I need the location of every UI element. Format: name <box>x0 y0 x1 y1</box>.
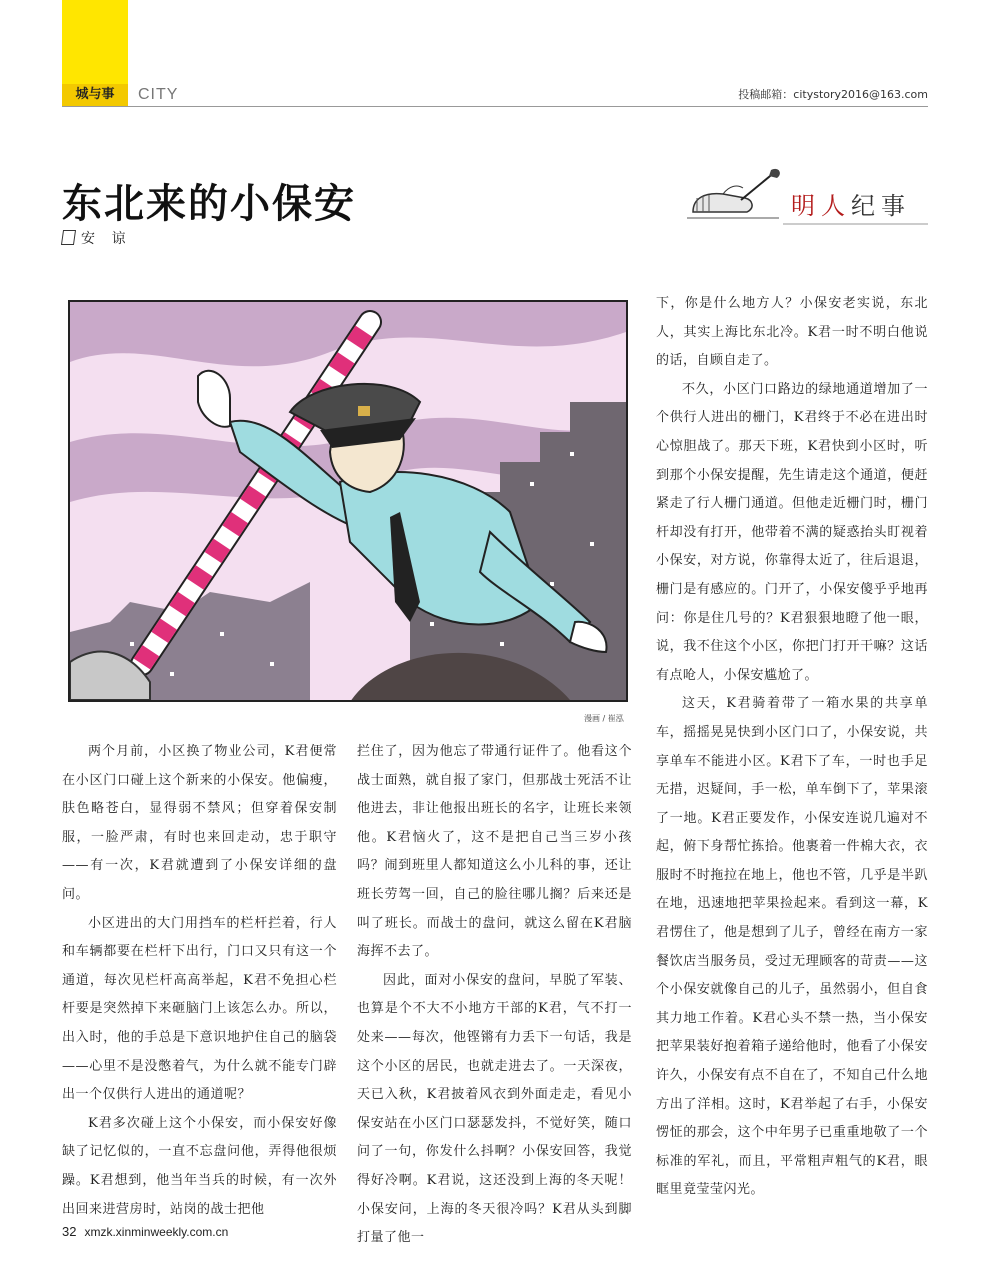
body-column-3 <box>656 290 928 1205</box>
page-header <box>62 84 928 106</box>
website-url: xmzk.xinminweekly.com.cn <box>84 1225 229 1239</box>
section-label: 城与事 <box>62 84 128 106</box>
guard-with-barrier-illustration <box>70 302 626 700</box>
body-column-2 <box>357 738 632 1253</box>
submission-email: 投稿邮箱：citystory2016@163.com <box>738 88 928 101</box>
article-illustration <box>68 300 628 702</box>
body-column-1 <box>62 738 337 1224</box>
article-title: 东北来的小保安 <box>62 180 356 227</box>
column-name-suffix: 纪事 <box>851 192 911 220</box>
column-name <box>791 186 911 221</box>
paragraph: 小区进出的大门用挡车的栏杆拦着，行人和车辆都要在栏杆下出行，门口又只有这一个通道，每次见栏杆高高举起，K君不免担心栏杆要是突然掉下来砸脑门上该怎么办。所以，出入时，他的手总是下意识地护住自己的脑袋——心里不是没憋着气，为什么就不能专门辟出一个仅供行人进出的通道呢？ <box>62 915 337 1103</box>
paragraph: 不久，小区门口路边的绿地通道增加了一个供行人进出的栅门，K君终于不必在进出时心惊胆战了。那天下班，K君快到小区时，听到那个小保安提醒，先生请走这个通道，便赶紧走了行人栅门通道。但他走近栅门时，栅门杆却没有打开，他带着不满的疑惑抬头盯视着小保安，对方说，你靠得太近了，往后退退，栅门是有感应的。门开了，小保安傻乎乎地再问：你是住几号的？K君狠狠地瞪了他一眼，说，我不住这个小区，你把门打开干嘛？这话有点呛人，小保安尴尬了。 <box>656 381 928 683</box>
author-name: 安 谅 <box>81 231 132 247</box>
header-divider <box>62 106 928 107</box>
column-name-accent: 明人 <box>791 192 851 220</box>
paragraph: 两个月前，小区换了物业公司，K君便常在小区门口碰上这个新来的小保安。他偏瘦，肤色略苍白，显得弱不禁风；但穿着保安制服，一脸严肃，有时也来回走动，忠于职守——有一次，K君就遭到了小保安详细的盘问。 <box>62 744 337 902</box>
paragraph: 这天，K君骑着带了一箱水果的共享单车，摇摇晃晃快到小区门口了，小保安说，共享单车不能进小区。K君下了车，一时也手足无措，迟疑间，手一松，单车倒下了，苹果滚了一地。K君正要发作，小保安连说几遍对不起，俯下身帮忙拣拾。他裹着一件棉大衣，衣服时不时拖拉在地上，他也不管，几乎是半趴在地，迅速地把苹果捡起来。看到这一幕，K君愣住了，他是想到了儿子，曾经在南方一家餐饮店当服务员，受过无理顾客的苛责——这个小保安就像自己的儿子，虽然弱小，但自食其力地工作着。K君心头不禁一热，当小保安把苹果装好抱着箱子递给他时，他看了小保安许久，小保安有点不自在了，不知自己什么地方出了洋相。这时，K君举起了右手，小保安愣怔的那会，这个中年男子已重重地敬了一个标准的军礼，而且，平常粗声粗气的K君，眼眶里竟莹莹闪光。 <box>656 696 928 1198</box>
paragraph: 下，你是什么地方人？小保安老实说，东北人，其实上海比东北冷。K君一时不明白他说的话，自顾自走了。 <box>656 296 928 369</box>
paragraph: 因此，面对小保安的盘问，早脱了军装、也算是个不大不小地方干部的K君，气不打一处来——每次，他铿锵有力丢下一句话，我是这个小区的居民，也就走进去了。一天深夜，天已入秋，K君披着风衣到外面走走，看见小保安站在小区门口瑟瑟发抖，不觉好笑，随口问了一句，你发什么抖啊？小保安回答，我觉得好冷啊。K君说，这还没到上海的冬天呢！小保安问，上海的冬天很冷吗？K君从头到脚打量了他一 <box>357 972 632 1246</box>
page-number: 32 <box>62 1224 77 1239</box>
page-footer <box>62 1224 228 1239</box>
byline <box>62 228 131 248</box>
column-logo <box>683 168 928 230</box>
paragraph: K君多次碰上这个小保安，而小保安好像缺了记忆似的，一直不忘盘问他，弄得他很烦躁。K君想到，他当年当兵的时候，有一次外出回来进营房时，站岗的战士把他 <box>62 1115 337 1217</box>
section-color-tab <box>62 0 128 84</box>
author-pen-icon <box>61 230 76 245</box>
section-label-english: CITY <box>138 86 179 103</box>
illustration-credit: 漫画 / 崔泓 <box>584 714 624 723</box>
paragraph: 拦住了，因为他忘了带通行证件了。他看这个战士面熟，就自报了家门，但那战士死活不让他进去，非让他报出班长的名字，让班长来领他。K君恼火了，这不是把自己当三岁小孩吗？闹到班里人都知道这么小儿科的事，还让班长劳驾一回，自己的脸往哪儿搁？后来还是叫了班长。而战士的盘问，就这么留在K君脑海挥不去了。 <box>357 744 632 960</box>
